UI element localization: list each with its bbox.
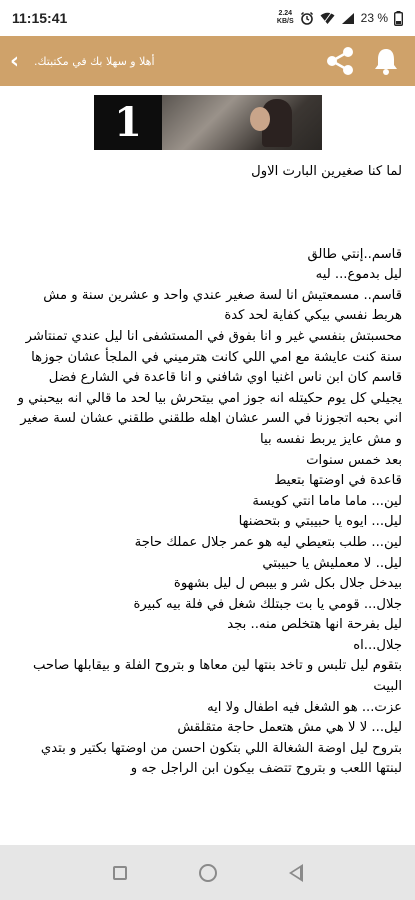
story-line: بتروح ليل اوضة الشغالة اللي بتكون احسن من اوضتها بكتير و بتدي لبنتها اللعب و بتروح تتضف بيكون ابن الراجل جه و <box>40 740 402 777</box>
status-bar <box>0 0 415 36</box>
network-speed-value: 2.24 <box>278 10 293 17</box>
story-line: ليل بدموع... ليه <box>315 267 402 283</box>
cover-face <box>250 107 270 131</box>
story-line: بتقوم ليل تلبس و تاخد بنتها لين معاها و بتروح الفلة و بيقابلها صاحب البيت <box>32 658 402 695</box>
bell-icon[interactable] <box>371 46 401 76</box>
home-icon[interactable] <box>199 864 217 882</box>
back-icon[interactable] <box>289 864 303 882</box>
signal-icon <box>341 12 355 25</box>
story-line: لين... ماما ماما انتي كويسة <box>252 493 402 509</box>
story-line: جلال... قومي يا بت جبتلك شغل في فلة بيه كبيرة <box>133 596 402 612</box>
story-line: بيدخل جلال بكل شر و بيبص ل ليل بشهوة <box>173 576 402 592</box>
alarm-icon <box>300 11 314 25</box>
story-line: جلال...اه <box>353 637 402 653</box>
network-speed-unit: KB/S <box>276 18 294 25</box>
status-time: 11:15:41 <box>12 10 68 26</box>
story-line: ليل... لا لا هي مش هتعمل حاجة متقلقش <box>177 720 402 736</box>
back-chevron-icon[interactable]: ‹ <box>10 48 20 74</box>
wifi-icon <box>320 12 335 25</box>
cover-photo <box>162 95 322 150</box>
story-line: محسبتش بنفسي غير و انا بفوق في المستشفى انا ليل عندي تمنتاشر سنة كنت عايشة مع امي اللي كانت هترميني في الملجأ عشان جوزها قاسم كان ابن ناس اغنيا اوي شافني و انا قاعدة في الشارع فضل يجيلي كل يوم حكيتله انه جوز امي بيتحرش بيا لحد ما قالي انه بيحبني و اني بحبه اتجوزنا في السر عشان اهله طلقني طلقني عشان لسة صغير و مش عايز يربط نفسه بيا <box>17 328 402 447</box>
story-line: قاسم..إنتي طالق <box>307 246 402 262</box>
status-icons <box>277 10 403 26</box>
story-content <box>14 160 402 780</box>
story-line: ليل.. لا معمليش يا حبيبتي <box>262 555 402 571</box>
story-cover-image <box>94 95 322 150</box>
share-icon[interactable] <box>323 44 357 78</box>
story-line: ليل... ايوه يا حبيبتي و بتحضنها <box>238 514 402 530</box>
story-line: عزت... هو الشغل فيه اطفال ولا ايه <box>207 699 402 715</box>
system-nav-bar <box>0 845 415 900</box>
battery-percent: 23 % <box>360 11 388 25</box>
story-title: لما كنا صغيرين البارت الاول <box>251 164 402 179</box>
network-speed <box>277 10 294 26</box>
app-bar <box>0 36 415 86</box>
story-line: قاسم.. مسمعتيش انا لسة صغير عندي واحد و عشرين سنة و مش هربط نفسي بيكي كفاية لحد كدة <box>43 287 402 324</box>
story-line: بعد خمس سنوات <box>306 452 402 468</box>
battery-icon <box>394 11 403 26</box>
cover-number: 1 <box>94 95 162 150</box>
story-line: قاعدة في اوضتها بتعيط <box>274 473 402 489</box>
story-line: لين... طلب بتعيطي ليه هو عمر جلال عملك حاجة <box>134 534 402 550</box>
app-title: أهلا و سهلا بك في مكتبتك. <box>34 54 155 68</box>
story-line: ليل بفرحة انها هتخلص منه.. بجد <box>227 617 402 633</box>
recent-apps-icon[interactable] <box>113 866 127 880</box>
